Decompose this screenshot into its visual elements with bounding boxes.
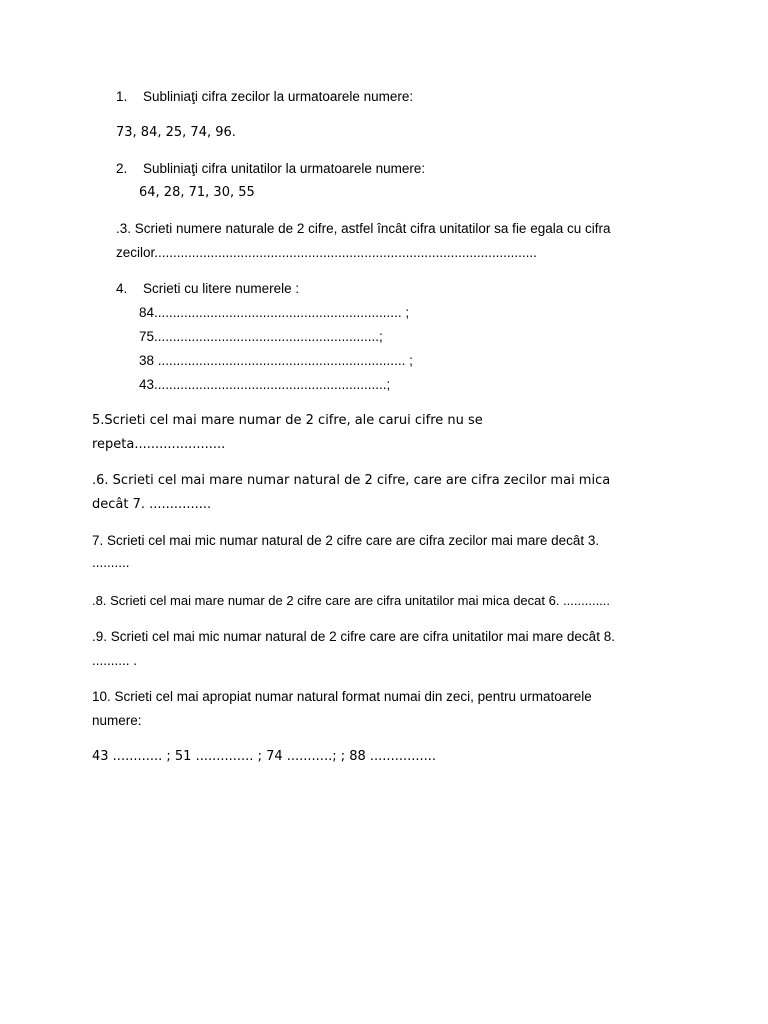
q4-number: 4. [116,281,128,296]
q2-numbers: 64, 28, 71, 30, 55 [139,185,255,200]
q1-number: 1. [116,89,128,104]
q7-line2: .......... [92,555,130,570]
q10-line1: 10. Scrieti cel mai apropiat numar natural format numai din zeci, pentru urmatoarele [92,689,592,704]
q6-line1: .6. Scrieti cel mai mare numar natural de 2 cifre, care are cifra zecilor mai mica [92,473,611,488]
q8-line1: .8. Scrieti cel mai mare numar de 2 cifre care are cifra unitatilor mai mica decat 6. ............. [92,593,611,608]
q3-line1: .3. Scrieti numere naturale de 2 cifre, astfel încât cifra unitatilor sa fie egala cu cifra [116,221,611,236]
q4-item-84: 84.................................................................. ; [139,305,410,320]
q5-line2: repeta...................... [92,437,226,452]
q1-heading [116,88,413,106]
q10-line3: 43 ............ ; 51 .............. ; 74 ...........; ; 88 ................ [92,749,437,764]
q2-heading [116,160,425,178]
q4-item-75: 75............................................................; [139,329,383,344]
q10-line2: numere: [92,713,142,728]
q4-text: Scrieti cu litere numerele : [143,281,300,296]
q1-text: Subliniaţi cifra zecilor la urmatoarele numere: [143,89,414,104]
q2-number: 2. [116,161,128,176]
q5-line1: 5.Scrieti cel mai mare numar de 2 cifre, ale carui cifre nu se [92,413,483,428]
q1-numbers: 73, 84, 25, 74, 96. [116,125,236,140]
q4-item-43: 43..............................................................; [139,377,391,392]
q7-line1: 7. Scrieti cel mai mic numar natural de 2 cifre care are cifra zecilor mai mare decât 3. [92,533,600,548]
q2-text: Subliniaţi cifra unitatilor la urmatoarele numere: [143,161,426,176]
q9-line1: .9. Scrieti cel mai mic numar natural de 2 cifre care are cifra unitatilor mai mare decât 8. [92,629,615,644]
q4-item-38: 38 .................................................................. ; [139,353,413,368]
q6-line2: decât 7. ............... [92,497,212,512]
q4-heading [116,280,299,298]
q3-line2: zecilor...................................................................................................... [116,245,537,260]
q9-line2: .......... . [92,653,138,668]
